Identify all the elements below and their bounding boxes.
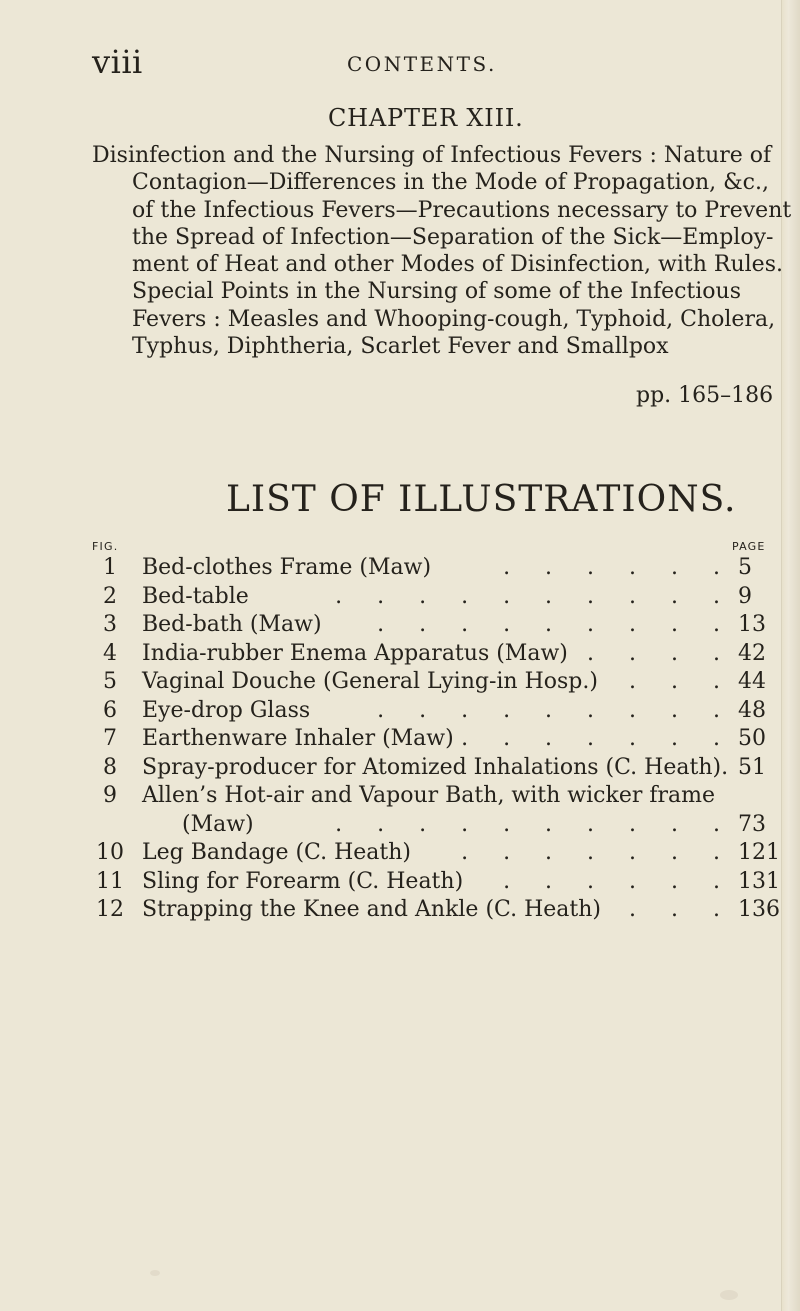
fig-page: 136 bbox=[738, 897, 780, 922]
page-folio: viii bbox=[92, 43, 143, 81]
dot-leaders: . . . . . . . . . bbox=[377, 612, 734, 637]
chapter-summary-line: Disinfection and the Nursing of Infectious Fevers : Nature of bbox=[92, 143, 772, 168]
fig-number: 4 bbox=[103, 640, 117, 666]
fig-caption: Spray-producer for Atomized Inhalations (C. Heath). bbox=[142, 754, 729, 780]
list-item bbox=[92, 583, 792, 612]
fig-caption: Eye-drop Glass bbox=[142, 697, 311, 723]
list-item bbox=[92, 754, 792, 783]
fig-number: 6 bbox=[103, 697, 117, 723]
fig-caption: Strapping the Knee and Ankle (C. Heath) bbox=[142, 897, 601, 922]
list-item bbox=[92, 868, 792, 897]
page-column-label: PAGE bbox=[732, 540, 766, 553]
dot-leaders: . . . bbox=[629, 897, 734, 922]
fig-number: 12 bbox=[96, 897, 124, 922]
fig-number: 1 bbox=[103, 555, 117, 580]
list-item bbox=[92, 668, 792, 697]
dot-leaders: . . . . . . . . . . bbox=[335, 583, 734, 609]
fig-caption: Leg Bandage (C. Heath) bbox=[142, 840, 411, 865]
list-item bbox=[92, 782, 792, 811]
chapter-summary-line: the Spread of Infection—Separation of the Sick—Employ- bbox=[132, 224, 774, 250]
fig-page: 5 bbox=[738, 555, 752, 580]
list-item bbox=[92, 896, 792, 925]
fig-page: 73 bbox=[738, 811, 766, 837]
paper-stain bbox=[150, 1270, 160, 1276]
chapter-summary-line: Contagion—Differences in the Mode of Propagation, &c., bbox=[132, 170, 769, 196]
list-item bbox=[92, 611, 792, 640]
chapter-summary-line: of the Infectious Fevers—Precautions necessary to Prevent bbox=[132, 197, 792, 223]
list-item bbox=[92, 839, 792, 868]
chapter-summary-line: Fevers : Measles and Whooping-cough, Typhoid, Cholera, bbox=[132, 306, 776, 332]
fig-caption: Bed-bath (Maw) bbox=[142, 612, 322, 637]
chapter-summary-line: Typhus, Diphtheria, Scarlet Fever and Smallpox bbox=[132, 334, 669, 360]
fig-caption: Sling for Forearm (C. Heath) bbox=[142, 868, 464, 894]
running-header bbox=[92, 44, 732, 80]
illustrations-title: LIST OF ILLUSTRATIONS. bbox=[226, 479, 737, 520]
fig-page: 44 bbox=[738, 669, 766, 694]
list-item bbox=[92, 725, 792, 754]
chapter-title: CHAPTER XIII. bbox=[328, 104, 524, 132]
fig-number: 8 bbox=[103, 754, 117, 780]
fig-page: 48 bbox=[738, 697, 766, 723]
fig-page: 9 bbox=[738, 583, 752, 609]
dot-leaders: . . . . . . bbox=[503, 555, 734, 580]
fig-caption: India-rubber Enema Apparatus (Maw) bbox=[142, 640, 568, 666]
list-item bbox=[92, 697, 792, 726]
dot-leaders: . . . . bbox=[587, 640, 734, 666]
dot-leaders: . . . . . . . . . . bbox=[335, 811, 734, 837]
fig-number: 3 bbox=[103, 612, 117, 637]
dot-leaders: . . . . . . . . . bbox=[377, 697, 734, 723]
dot-leaders: . . . bbox=[629, 669, 734, 694]
illustrations-list bbox=[92, 554, 792, 925]
chapter-summary-line: Special Points in the Nursing of some of the Infectious bbox=[132, 279, 742, 305]
chapter-page-range: pp. 165–186 bbox=[636, 383, 774, 408]
fig-number: 11 bbox=[96, 868, 124, 894]
fig-caption: Earthenware Inhaler (Maw) bbox=[142, 726, 454, 751]
fig-number: 10 bbox=[96, 840, 124, 865]
fig-number: 9 bbox=[103, 783, 117, 808]
fig-page: 13 bbox=[738, 612, 766, 637]
fig-caption: Vaginal Douche (General Lying-in Hosp.) bbox=[142, 669, 598, 694]
fig-page: 51 bbox=[738, 754, 766, 780]
list-item bbox=[92, 554, 792, 583]
dot-leaders: . . . . . . . bbox=[461, 840, 734, 865]
dot-leaders: . . . . . . . bbox=[461, 726, 734, 751]
fig-column-label: FIG. bbox=[92, 540, 119, 553]
chapter-summary bbox=[92, 142, 792, 360]
running-title: CONTENTS. bbox=[347, 52, 497, 76]
fig-caption: Bed-clothes Frame (Maw) bbox=[142, 555, 432, 580]
fig-number: 2 bbox=[103, 583, 117, 609]
fig-number: 7 bbox=[103, 726, 117, 751]
fig-page: 50 bbox=[738, 726, 766, 751]
list-item bbox=[92, 640, 792, 669]
list-item bbox=[92, 811, 792, 840]
fig-page: 131 bbox=[738, 868, 780, 894]
fig-page: 121 bbox=[738, 840, 780, 865]
fig-page: 42 bbox=[738, 640, 766, 666]
paper-stain bbox=[720, 1290, 738, 1300]
fig-caption: (Maw) bbox=[182, 811, 254, 837]
chapter-summary-line: ment of Heat and other Modes of Disinfection, with Rules. bbox=[132, 252, 783, 278]
fig-caption: Bed-table bbox=[142, 583, 249, 609]
fig-number: 5 bbox=[103, 669, 117, 694]
dot-leaders: . . . . . . bbox=[503, 868, 734, 894]
fig-caption: Allen’s Hot-air and Vapour Bath, with wicker frame bbox=[142, 783, 715, 808]
